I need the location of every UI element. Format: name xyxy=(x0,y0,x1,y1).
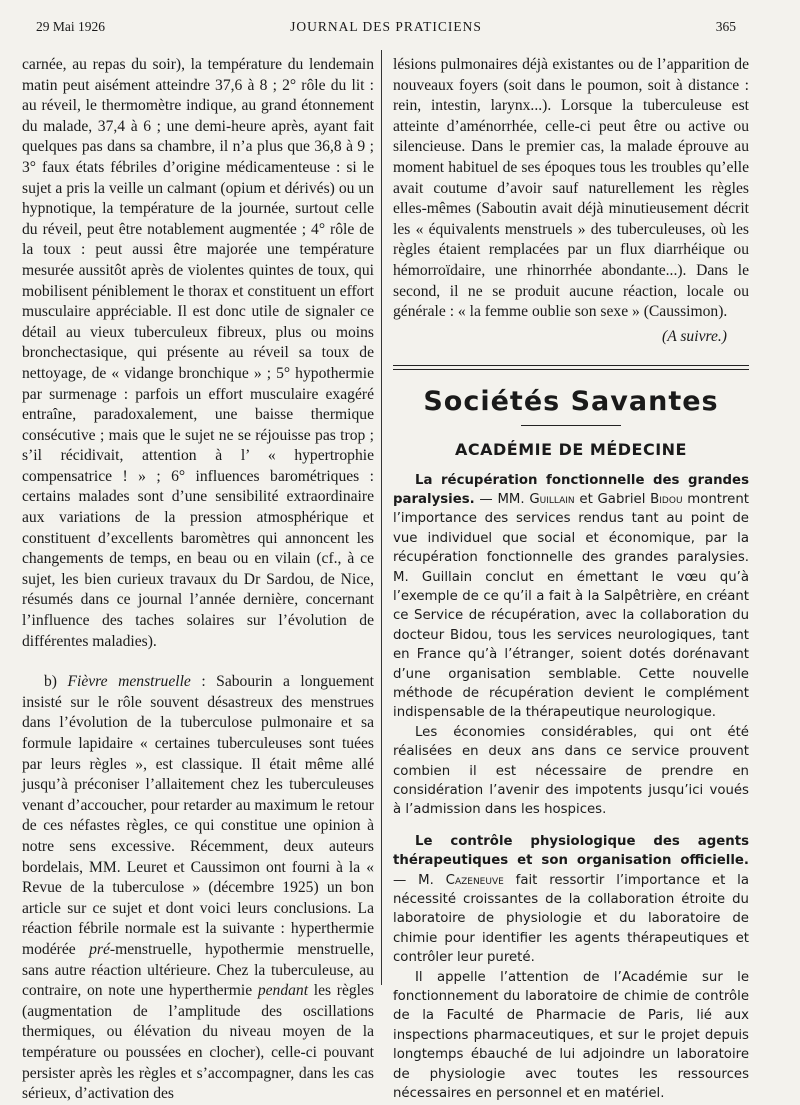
emphasis-pre: pré xyxy=(89,940,110,958)
title-underline xyxy=(521,425,621,426)
page-number: 365 xyxy=(715,19,736,34)
author-bidou: Bidou xyxy=(650,491,683,507)
left-paragraph-1: carnée, au repas du soir), la température du lendemain matin peut aisément atteindre 37,6 à 8 ; 2° rôle du lit : au réveil, le thermomètre indique, au grand étonnement du malade, 37,4 à 6 ; une demi-heure après, ayant fait quelques pas dans sa chambre, il n’a plus que 36,8 à 9 ; 3° faux états fébriles d’origine médicamenteuse : si le sujet a pris la veille un calmant (opium et dérivés) ou un hypnotique, la température de la journée, surtout celle du réveil, peut être notablement augmentée ; 4° rôle de la toux : peut aussi être majorée une température mesurée aussitôt après de violentes quintes de toux, qui mobilisent péniblement le thorax et constituent un effort musculaire appréciable. Il est donc utile de signaler ce détail au vieux tuberculeux fibreux, plus ou moins bronchectasique, qui présente au réveil sa toux de nettoyage, de « vidange bronchique » ; 5° hypothermie par surmenage : parfois un effort musculaire exagéré entraîne, paradoxalement, une baisse thermique consécutive ; mais que le sujet ne se réjouisse pas trop ; s’il récidivait, attention à l’ « hypertrophie compensatrice ! » ; 6° influences barométriques : certains malades sont d’une sensibilité extraordinaire aux variations de la pression atmosphérique et constituent d’excellents baromètres qui annoncent les changements de temps, en beau ou en vilain (cf., à ce sujet, les bien curieux travaux du Dr Sardou, de Nice, résumés dans ce journal l’année dernière, concernant l’influence des taches solaires sur l’évolution de différentes maladies). xyxy=(22,56,374,650)
right-paragraph-1: lésions pulmonaires déjà existantes ou de l’apparition de nouveaux foyers (soit dans le poumon, soit à distance : rein, intestin, larynx...). Lorsque la tuberculeuse est atteinte d’aménorrhée, celle-ci peut être ou active ou silencieuse. Dans le premier cas, la malade éprouve au moment habituel de ses époques tous les troubles qu’elle avait coutume d’avoir sauf naturellement les règles elles-mêmes (Saboutin avait déjà minutieusement décrit les « équivalents menstruels » des tuberculeuses, où les règles étaient remplacées par un flux diarrhéique ou hémorroïdaire, une rhinorrhée abondante...). Dans le second, il ne se produit aucune réaction, locale ou générale : « la femme oublie son sexe » (Caussimon). xyxy=(393,56,749,321)
text-run: les règles (augmentation de l’amplitude des oscillations thermiques, ou élévation du niveau moyen de la température ou poussées en clocher), celle-ci pouvant persister après les règles et s’accompagner, dans les cas sérieux, d’activation des xyxy=(22,982,375,1103)
text-run: fait ressortir l’importance et la nécessité croissantes de la collaboration étroite du laboratoire de physiologie et du laboratoire de chimie pour identifier les agents thérapeutiques et contrôler leur pureté. xyxy=(393,872,750,966)
left-column xyxy=(22,55,374,1105)
report-1 xyxy=(393,471,749,723)
text-run: — M. xyxy=(393,872,446,888)
journal-title: JOURNAL DES PRATICIENS xyxy=(290,19,482,34)
column-divider xyxy=(381,50,382,985)
issue-date: 29 Mai 1926 xyxy=(36,19,105,34)
text-run: -menstruelle, hypothermie menstruelle, sans autre réaction ultérieure. Chez la tuberculeuse, au contraire, on note une hyperthermie xyxy=(22,940,375,1000)
section-title: Sociétés Savantes xyxy=(423,386,719,418)
report-1-paragraph-2: Les économies considérables, qui ont été réalisées en deux ans dans ce service prouvent combien il est nécessaire de prendre en considération l’avenir des impotents jusqu’ici voués à l’admission dans les hospices. xyxy=(393,724,749,818)
report-2 xyxy=(393,832,749,968)
text-run: — MM. xyxy=(474,491,530,507)
right-column xyxy=(393,55,749,1104)
academy-reports xyxy=(393,471,749,1104)
list-marker: b) xyxy=(44,673,68,691)
author-guillain: Guillain xyxy=(529,491,575,507)
author-cazeneuve: Cazeneuve xyxy=(445,872,504,888)
to-be-continued-text: (A suivre.) xyxy=(662,327,727,345)
report-1-title: La récupération fonctionnelle des grandes paralysies. xyxy=(393,472,749,507)
text-run: : Sabourin a longuement insisté sur le rôle souvent désastreux des menstrues dans l’évolution de la tuberculose pulmonaire et sa formule lapidaire « certaines tuberculeuses sont tuées par leurs règles », est classique. Il était même allé jusqu’à préconiser l’allaitement chez les tuberculeuses venant d’accoucher, pour retarder au maximum le retour de ces néfastes règles, ce qui constitue une opinion à notre sens excessive. Récemment, deux auteurs bordelais, MM. Leuret et Caussimon ont fourni à la « Revue de la tuberculose » (décembre 1925) un bon article sur ce sujet et dont voici leurs conclusions. La réaction fébrile normale est la suivante : hyperthermie modérée xyxy=(22,673,374,958)
page-header xyxy=(36,19,736,39)
report-2-paragraph-2: Il appelle l’attention de l’Académie sur le fonctionnement du laboratoire de chimie de contrôle de la Faculté de Pharmacie de Paris, lié aux inspections pharmaceutiques, et sur le projet depuis longtemps ébauché de lui adjoindre un laboratoire de physiologie avec toutes les ressources nécessaires en personnel et en matériel. xyxy=(393,969,749,1102)
academy-heading: ACADÉMIE DE MÉDECINE xyxy=(455,439,687,459)
report-2-title: Le contrôle physiologique des agents thérapeutiques et son organisation officielle. xyxy=(393,833,749,869)
text-run: montrent l’importance des services rendus tant au point de vue individuel que social et économique, par la récupération fonctionnelle des grandes paralysies. M. Guillain conclut en émettant le vœu qu’à l’exemple de ce qu’il a fait à la Salpêtrière, en créant ce Service de récupération, avec la collaboration du docteur Bidou, tous les services neurologiques, tant en France qu’à l’étranger, soient dotés dorénavant d’une organisation semblable. Cette nouvelle méthode de récupération devient le complément indispensable de la thérapeutique neurologique. xyxy=(393,491,749,721)
double-rule-divider xyxy=(393,365,749,370)
left-paragraph-2 xyxy=(22,672,374,1104)
emphasis-pendant: pendant xyxy=(257,982,309,1000)
subheading-fievre-menstruelle: Fièvre menstruelle xyxy=(67,673,191,691)
to-be-continued xyxy=(393,327,749,348)
text-run: et Gabriel xyxy=(574,491,651,507)
